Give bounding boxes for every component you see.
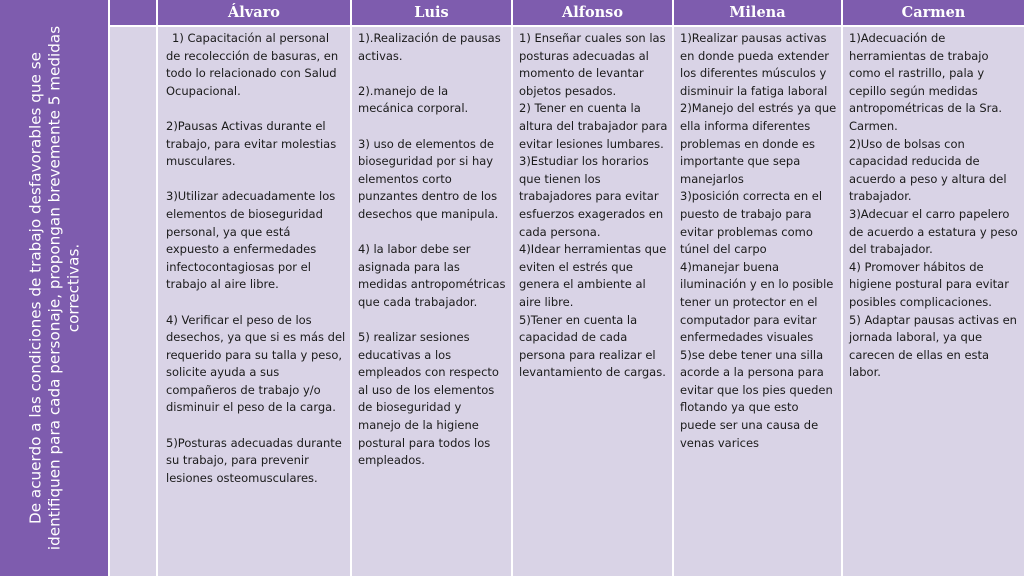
header-empty-cell xyxy=(110,0,158,27)
milena-measure-4: 4)manejar buena iluminación y en lo posible tener un protector en el computador para evitar enfermedades visuales xyxy=(680,259,834,345)
alvaro-measure-2: 2)Pausas Activas durante el trabajo, para evitar molestias musculares. xyxy=(166,118,337,169)
luis-measure-1: 1).Realización de pausas activas. xyxy=(358,31,501,63)
alfonso-measure-4: 4)Idear herramientas que eviten el estrés que genera el ambiente al aire libre. xyxy=(519,242,667,309)
luis-measure-3: 3) uso de elementos de bioseguridad por si hay elementos corto punzantes dentro de los desechos que manipula. xyxy=(358,136,499,221)
milena-measure-1: 1)Realizar pausas activas en donde pueda extender los diferentes músculos y disminuir la fatiga laboral xyxy=(680,31,829,98)
cell-alfonso xyxy=(513,27,674,576)
side-title: De acuerdo a las condiciones de trabajo desfavorables que se identifiquen para cada personaje, propongan brevemente 5 medidas correctivas. xyxy=(26,25,83,551)
alfonso-measure-2: 2) Tener en cuenta la altura del trabajador para evitar lesiones lumbares. xyxy=(519,101,668,151)
milena-measure-2: 2)Manejo del estrés ya que ella informa diferentes problemas en donde es importante que sepa manejarlos xyxy=(680,101,837,186)
milena-measure-3: 3)posición correcta en el puesto de trabajo para evitar problemas como túnel del carpo xyxy=(680,189,823,257)
alvaro-measure-3: 3)Utilizar adecuadamente los elementos de bioseguridad personal, ya que está expuesto a enfermedades infectocontagiosas por el trabajo al aire libre. xyxy=(166,189,336,292)
header-alvaro: Álvaro xyxy=(158,0,352,27)
milena-measure-5: 5)se debe tener una silla acorde a la persona para evitar que los pies queden flotando ya que esto puede ser una causa de venas varices xyxy=(680,347,833,450)
carmen-measure-1: 1)Adecuación de herramientas de trabajo como el rastrillo, pala y cepillo según medidas antropométricas de la Sra. Carmen. xyxy=(849,31,1003,133)
header-alfonso: Alfonso xyxy=(513,0,674,27)
cell-milena xyxy=(674,27,843,576)
cell-luis xyxy=(352,27,513,576)
carmen-measure-3: 3)Adecuar el carro papelero de acuerdo a estatura y peso del trabajador. xyxy=(849,206,1018,257)
header-luis: Luis xyxy=(352,0,513,27)
carmen-measure-5: 5) Adaptar pausas activas en jornada laboral, ya que carecen de ellas en esta labor. xyxy=(849,312,1017,380)
luis-measure-2: 2).manejo de la mecánica corporal. xyxy=(358,83,469,116)
alfonso-measure-3: 3)Estudiar los horarios que tienen los trabajadores para evitar esfuerzos exagerados en cada persona. xyxy=(519,154,664,239)
carmen-measure-4: 4) Promover hábitos de higiene postural para evitar posibles complicaciones. xyxy=(849,259,1009,309)
alvaro-measure-4: 4) Verificar el peso de los desechos, ya que si es más del requerido para su talla y peso, solicite ayuda a sus compañeros de trabajo y/o disminuir el peso de la carga. xyxy=(166,312,346,415)
measures-table xyxy=(110,0,1024,576)
alfonso-measure-1: 1) Enseñar cuales son las posturas adecuadas al momento de levantar objetos pesados. xyxy=(519,31,666,98)
table-header-row xyxy=(110,0,1024,27)
luis-measure-5: 5) realizar sesiones educativas a los empleados con respecto al uso de los elementos de bioseguridad y manejo de la higiene postural para todos los empleados. xyxy=(358,330,499,468)
cell-alvaro xyxy=(158,27,352,576)
header-carmen: Carmen xyxy=(843,0,1024,27)
carmen-measure-2: 2)Uso de bolsas con capacidad reducida de acuerdo a peso y altura del trabajador. xyxy=(849,136,1007,204)
alvaro-measure-5: 5)Posturas adecuadas durante su trabajo, para prevenir lesiones osteomusculares. xyxy=(166,435,342,485)
luis-measure-4: 4) la labor debe ser asignada para las medidas antropométricas que cada trabajador. xyxy=(358,242,506,309)
row-label-cell xyxy=(110,27,158,576)
side-title-panel xyxy=(0,0,110,576)
alfonso-measure-5: 5)Tener en cuenta la capacidad de cada persona para realizar el levantamiento de cargas. xyxy=(519,312,666,380)
cell-carmen xyxy=(843,27,1024,576)
alvaro-measure-1: 1) Capacitación al personal de recolección de basuras, en todo lo relacionado con Salud Ocupacional. xyxy=(166,31,339,98)
header-milena: Milena xyxy=(674,0,843,27)
